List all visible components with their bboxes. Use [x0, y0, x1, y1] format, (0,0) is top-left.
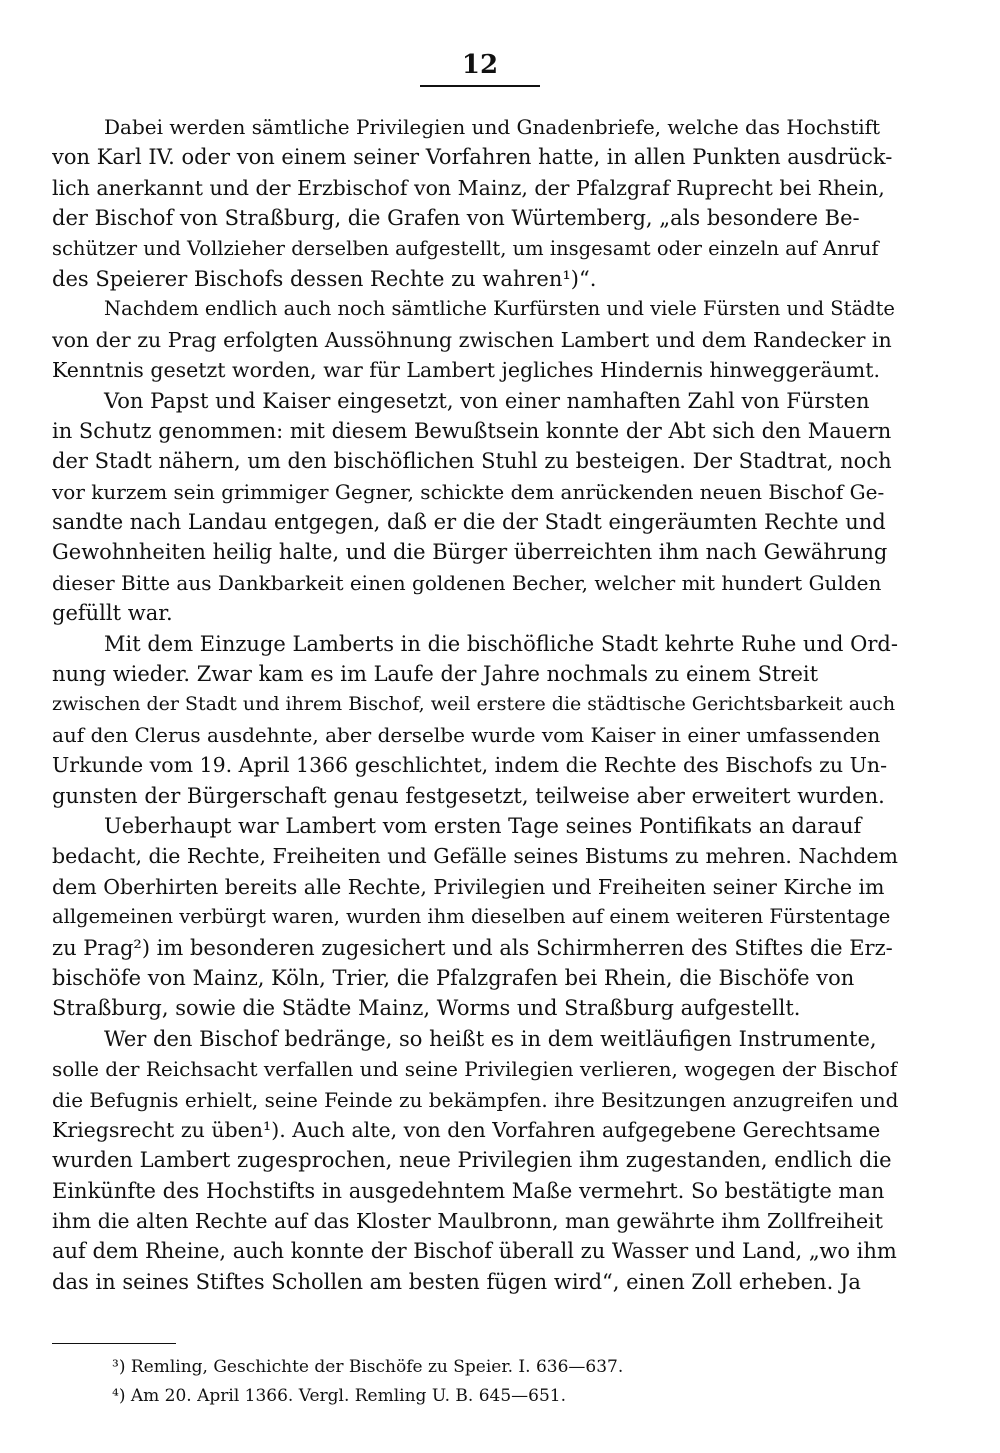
footnote: ³) Remling, Geschichte der Bischöfe zu Speier. I. 636—637.: [112, 1357, 624, 1377]
text-line: zwischen der Stadt und ihrem Bischof, weil erstere die städtische Gerichtsbarkeit auch: [52, 693, 896, 716]
text-line: dieser Bitte aus Dankbarkeit einen goldenen Becher, welcher mit hundert Gulden: [52, 570, 882, 595]
text-line: vor kurzem sein grimmiger Gegner, schickte dem anrückenden neuen Bischof Ge-: [52, 479, 885, 504]
text-line: Mit dem Einzuge Lamberts in die bischöfliche Stadt kehrte Ruhe und Ord-: [104, 631, 898, 656]
text-line: Kriegsrecht zu üben¹). Auch alte, von den Vorfahren aufgegebene Gerechtsame: [52, 1117, 881, 1142]
text-line: Kenntnis gesetzt worden, war für Lambert jegliches Hindernis hinweggeräumt.: [52, 358, 880, 383]
text-line: der Bischof von Straßburg, die Grafen von Würtemberg, „als besondere Be-: [52, 206, 860, 231]
text-line: allgemeinen verbürgt waren, wurden ihm dieselben auf einem weiteren Fürstentage: [52, 905, 891, 929]
footnotes: [112, 1353, 892, 1411]
paragraph: [52, 294, 898, 385]
text-line: Nachdem endlich auch noch sämtliche Kurfürsten und viele Fürsten und Städte: [104, 297, 895, 321]
paragraph: [52, 629, 898, 811]
text-line: von der zu Prag erfolgten Aussöhnung zwischen Lambert und dem Randecker in: [52, 327, 892, 352]
text-line: auf den Clerus ausdehnte, aber derselbe wurde vom Kaiser in einer umfassenden: [52, 722, 881, 747]
text-line: Einkünfte des Hochstifts in ausgedehntem Maße vermehrt. So bestätigte man: [52, 1178, 885, 1203]
text-line: Von Papst und Kaiser eingesetzt, von einer namhaften Zahl von Fürsten: [104, 388, 870, 413]
text-line: solle der Reichsacht verfallen und seine Privilegien verlieren, wogegen der Bischof: [52, 1057, 898, 1082]
text-line: Dabei werden sämtliche Privilegien und Gnadenbriefe, welche das Hochstift: [104, 115, 881, 139]
text-line: Urkunde vom 19. April 1366 geschlichtet, indem die Rechte des Bischofs zu Un-: [52, 753, 888, 778]
text-line: die Befugnis erhielt, seine Feinde zu bekämpfen. ihre Besitzungen anzugreifen und: [52, 1087, 898, 1112]
footnote-rule: [52, 1343, 176, 1344]
text-line: von Karl IV. oder von einem seiner Vorfahren hatte, in allen Punkten ausdrück-: [52, 145, 893, 170]
text-line: lich anerkannt und der Erzbischof von Mainz, der Pfalzgraf Ruprecht bei Rhein,: [52, 175, 885, 200]
text-line: gunsten der Bürgerschaft genau festgesetzt, teilweise aber erweitert wurden.: [52, 783, 885, 808]
text-line: wurden Lambert zugesprochen, neue Privilegien ihm zugestanden, endlich die: [52, 1148, 892, 1173]
text-line: bischöfe von Mainz, Köln, Trier, die Pfalzgrafen bei Rhein, die Bischöfe von: [52, 965, 855, 990]
paragraph: [52, 811, 898, 1024]
text-line: bedacht, die Rechte, Freiheiten und Gefälle seines Bistums zu mehren. Nachdem: [52, 844, 898, 869]
text-line: der Stadt nähern, um den bischöflichen Stuhl zu besteigen. Der Stadtrat, noch: [52, 449, 892, 474]
body-text: [52, 112, 898, 1297]
paragraph: [52, 112, 898, 294]
text-line: auf dem Rheine, auch konnte der Bischof überall zu Wasser und Land, „wo ihm: [52, 1239, 897, 1264]
text-line: Gewohnheiten heilig halte, und die Bürger überreichten ihm nach Gewährung: [52, 540, 888, 565]
text-line: nung wieder. Zwar kam es im Laufe der Jahre nochmals zu einem Streit: [52, 662, 819, 687]
text-line: gefüllt war.: [52, 601, 173, 626]
text-line: zu Prag²) im besonderen zugesichert und als Schirmherren des Stiftes die Erz-: [52, 935, 893, 960]
text-line: Wer den Bischof bedränge, so heißt es in dem weitläufigen Instrumente,: [104, 1026, 877, 1051]
text-line: in Schutz genommen: mit diesem Bewußtsein konnte der Abt sich den Mauern: [52, 418, 892, 443]
footnote: ⁴) Am 20. April 1366. Vergl. Remling U. B. 645—651.: [112, 1386, 567, 1406]
text-line: Ueberhaupt war Lambert vom ersten Tage seines Pontifikats an darauf: [104, 813, 862, 838]
text-line: schützer und Vollzieher derselben aufgestellt, um insgesamt oder einzeln auf Anruf: [52, 236, 879, 260]
text-line: das in seines Stiftes Schollen am besten fügen wird“, einen Zoll erheben. Ja: [52, 1269, 861, 1294]
paragraph: [52, 1024, 898, 1298]
paragraph: [52, 386, 898, 629]
text-line: Straßburg, sowie die Städte Mainz, Worms und Straßburg aufgestellt.: [52, 996, 801, 1021]
text-line: sandte nach Landau entgegen, daß er die der Stadt eingeräumten Rechte und: [52, 510, 886, 535]
text-line: des Speierer Bischofs dessen Rechte zu wahren¹)“.: [52, 266, 597, 291]
page-number: 12: [461, 50, 499, 80]
page-number-rule: [420, 85, 540, 87]
text-line: ihm die alten Rechte auf das Kloster Maulbronn, man gewährte ihm Zollfreiheit: [52, 1209, 883, 1234]
text-line: dem Oberhirten bereits alle Rechte, Privilegien und Freiheiten seiner Kirche im: [52, 874, 885, 899]
